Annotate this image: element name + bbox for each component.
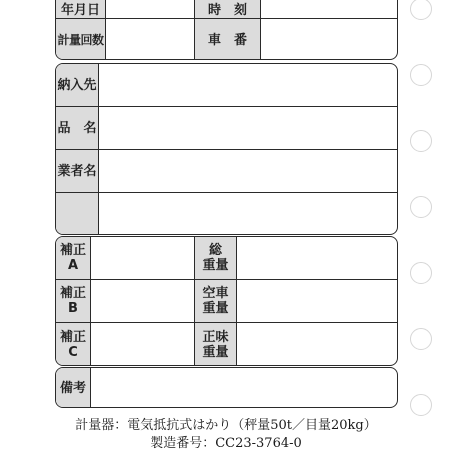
correction-a-label: 補正 A: [56, 237, 90, 279]
blank-label: [56, 193, 98, 235]
weights-block: [55, 236, 398, 366]
correction-c-label: 補正 C: [56, 323, 90, 366]
remarks-block: [55, 367, 398, 408]
gross-weight-label: 総 重量: [195, 237, 236, 279]
product-name-label: 品 名: [56, 107, 98, 149]
binder-hole: [410, 394, 432, 416]
binder-hole: [410, 262, 432, 284]
net-weight-label: 正味 重量: [195, 323, 236, 366]
weighing-count-label: 計量回数: [56, 19, 105, 60]
delivery-info-block: [55, 63, 398, 235]
correction-b-label: 補正 B: [56, 280, 90, 322]
destination-label: 納入先: [56, 64, 98, 106]
top-info-block: [55, 0, 398, 60]
binder-hole: [410, 130, 432, 152]
binder-hole: [410, 328, 432, 350]
date-label: 年月日: [56, 0, 105, 18]
serial-number-text: 製造番号：CC23-3764-0: [150, 436, 302, 451]
empty-vehicle-weight-label: 空車 重量: [195, 280, 236, 322]
time-label: 時 刻: [195, 0, 260, 18]
vendor-name-label: 業者名: [56, 150, 98, 192]
scale-info-text: 計量器：電気抵抗式はかり（秤量50t／目量20kg）: [75, 418, 377, 433]
binder-hole: [410, 0, 432, 20]
binder-hole: [410, 64, 432, 86]
vehicle-number-label: 車 番: [195, 19, 260, 60]
binder-hole: [410, 196, 432, 218]
remarks-label: 備考: [56, 368, 90, 408]
